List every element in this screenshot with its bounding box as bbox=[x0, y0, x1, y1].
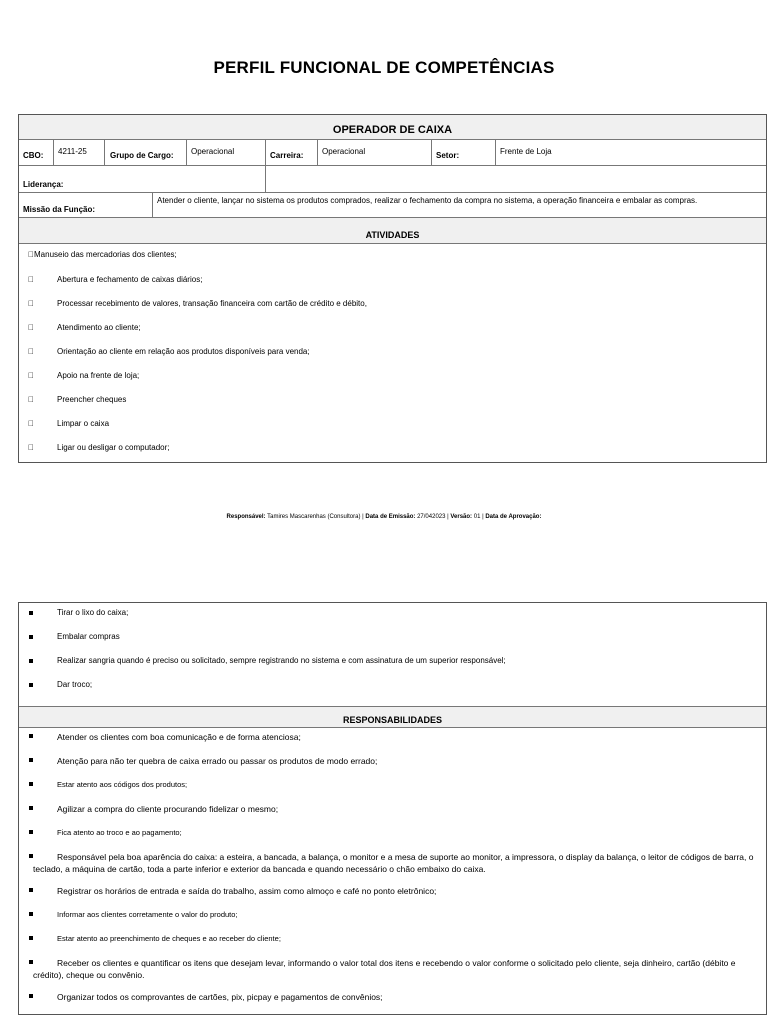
continuation-table bbox=[18, 602, 767, 1015]
cbo-label: CBO: bbox=[23, 151, 44, 160]
footer-versao-value: 01 bbox=[473, 514, 481, 520]
missao-row bbox=[19, 193, 766, 218]
missao-label: Missão da Função: bbox=[23, 205, 96, 214]
responsabilidades-header-row bbox=[19, 706, 766, 728]
list-item-text: Registrar os horários de entrada e saída do trabalho, assim como almoço e café no ponto eletrônico; bbox=[57, 886, 437, 896]
list-item-text: Atenção para não ter quebra de caixa errado ou passar os produtos de modo errado; bbox=[57, 756, 378, 766]
square-bullet-icon bbox=[29, 659, 33, 663]
bullet-icon bbox=[28, 443, 34, 452]
square-bullet-icon bbox=[29, 683, 33, 687]
footer-aprovacao-label: Data de Aprovação: bbox=[485, 514, 542, 520]
bullet-icon bbox=[28, 275, 34, 284]
info-row bbox=[19, 140, 766, 166]
footer-versao-label: Versão: bbox=[450, 514, 473, 520]
list-item-text: Receber os clientes e quantificar os itens que desejam levar, informando o valor total dos itens e recebendo o valor conforme o solicitado pelo cliente, seja dinheiro, cartão (débito e crédito), cheque ou convênio. bbox=[33, 958, 736, 980]
carreira-value: Operacional bbox=[322, 147, 366, 156]
list-item-text: Dar troco; bbox=[57, 680, 93, 689]
square-bullet-icon bbox=[29, 635, 33, 639]
list-item-text: Limpar o caixa bbox=[57, 419, 110, 428]
bullet-icon bbox=[28, 395, 34, 404]
list-item-text: Agilizar a compra do cliente procurando fidelizar o mesmo; bbox=[57, 804, 279, 814]
missao-value: Atender o cliente, lançar no sistema os produtos comprados, realizar o fechamento da compra no sistema, a operação financeira e embalar as compras. bbox=[157, 196, 698, 205]
carreira-label: Carreira: bbox=[270, 151, 304, 160]
bullet-icon bbox=[28, 419, 34, 428]
profile-table bbox=[18, 114, 767, 463]
list-item-text: Embalar compras bbox=[57, 632, 120, 641]
list-item-text: Tirar o lixo do caixa; bbox=[57, 608, 129, 617]
list-item-text: Atendimento ao cliente; bbox=[57, 323, 141, 332]
lideranca-label: Liderança: bbox=[23, 180, 64, 189]
list-item-text: Responsável pela boa aparência do caixa: a esteira, a bancada, a balança, o monitor e a mesa de suporte ao monitor, a impressora, o display da balança, o leitor de códigos de barra, o teclado, a máquina de cartão, toda a parte inferior e exterior da bancada e quando necessário o chão embaixo do caixa. bbox=[33, 852, 754, 874]
list-item-text: Estar atento ao preenchimento de cheques e ao receber do cliente; bbox=[57, 934, 281, 943]
grupo-label: Grupo de Cargo: bbox=[110, 151, 174, 160]
bullet-icon bbox=[28, 371, 34, 380]
list-item-text: Apoio na frente de loja; bbox=[57, 371, 140, 380]
list-item-text: Orientação ao cliente em relação aos produtos disponíveis para venda; bbox=[57, 347, 310, 356]
list-item-text: Preencher cheques bbox=[57, 395, 127, 404]
footer: Responsável: Tamires Mascarenhas (Consultora) | Data de Emissão: 27/042023 | Versão: 01 | Data de Aprovação: bbox=[226, 514, 542, 520]
list-item-text: Atender os clientes com boa comunicação e de forma atenciosa; bbox=[57, 732, 301, 742]
bullet-icon bbox=[28, 323, 34, 332]
list-item-text: Organizar todos os comprovantes de cartões, pix, picpay e pagamentos de convênios; bbox=[57, 992, 383, 1002]
setor-label: Setor: bbox=[436, 151, 460, 160]
footer-resp-value: Tamires Mascarenhas (Consultora) bbox=[267, 514, 361, 520]
atividades-header: ATIVIDADES bbox=[365, 230, 420, 240]
responsabilidades-header: RESPONSABILIDADES bbox=[342, 715, 442, 725]
job-title: OPERADOR DE CAIXA bbox=[332, 124, 453, 136]
list-item-text: Ligar ou desligar o computador; bbox=[57, 443, 170, 452]
bullet-icon bbox=[28, 347, 34, 356]
cbo-value: 4211-25 bbox=[58, 147, 87, 156]
footer-resp-label: Responsável: bbox=[226, 514, 266, 520]
footer-emissao-value: 27/042023 bbox=[417, 514, 446, 520]
square-bullet-icon bbox=[29, 611, 33, 615]
list-item-text: Fica atento ao troco e ao pagamento; bbox=[57, 828, 182, 837]
atividade-first: Manuseio das mercadorias dos clientes; bbox=[28, 250, 171, 259]
footer-emissao-label: Data de Emissão: bbox=[365, 514, 416, 520]
atividades-header-row bbox=[19, 218, 766, 244]
list-item-text: Abertura e fechamento de caixas diários; bbox=[57, 275, 203, 284]
setor-value: Frente de Loja bbox=[500, 147, 552, 156]
list-item-text: Processar recebimento de valores, transação financeira com cartão de crédito e débito, bbox=[57, 299, 367, 308]
list-item-text: Informar aos clientes corretamente o valor do produto; bbox=[57, 910, 238, 919]
list-item-text: Realizar sangria quando é preciso ou solicitado, sempre registrando no sistema e com assinatura de um superior responsável; bbox=[57, 656, 506, 665]
bullet-icon bbox=[28, 299, 34, 308]
grupo-value: Operacional bbox=[191, 147, 235, 156]
list-item-text: Estar atento aos códigos dos produtos; bbox=[57, 780, 188, 789]
lideranca-row bbox=[19, 166, 766, 193]
job-title-row bbox=[19, 115, 766, 140]
document-title: PERFIL FUNCIONAL DE COMPETÊNCIAS bbox=[213, 58, 555, 77]
